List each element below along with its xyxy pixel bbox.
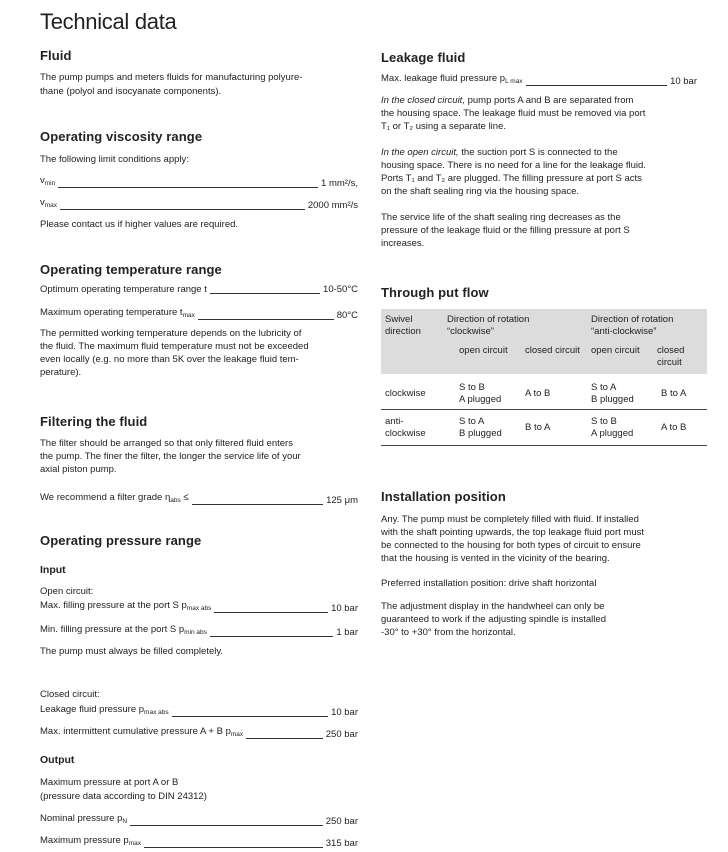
open-circuit-italic: In the open circuit,	[381, 147, 459, 158]
throughput-heading: Through put flow	[381, 285, 489, 300]
row-cw-open-2: A plugged	[459, 393, 502, 405]
cw-closed-circuit-header: closed circuit	[525, 345, 580, 356]
row-acw-open-1: S to A	[591, 382, 617, 393]
open-circuit-text-3: Ports T₁ and T₂ are plugged. The filling pressure at port S acts	[381, 173, 642, 184]
row-cw-open	[445, 410, 523, 446]
closed-circuit-text-1	[381, 95, 706, 108]
temp-optimum-row	[40, 284, 358, 296]
row-acw-open	[589, 410, 655, 446]
leak-label: Leakage fluid pressure p	[40, 704, 145, 715]
leak-value: 10 bar	[331, 707, 358, 718]
temp-text-1: The permitted working temperature depends on the lubricity of	[40, 328, 302, 339]
adjustment-text-3: -30° to +30° from the horizontal.	[381, 627, 516, 638]
filter-text-3: axial piston pump.	[40, 464, 117, 475]
vmin-sub: min	[44, 180, 56, 187]
acw-open-circuit-header: open circuit	[591, 345, 640, 356]
temp-max-label: Maximum operating temperature t	[40, 307, 183, 318]
temp-max-sub: max	[182, 312, 195, 319]
max-pressure-value: 315 bar	[325, 838, 358, 849]
filter-grade-row	[40, 492, 358, 507]
viscosity-min-row	[40, 175, 358, 190]
max-fill-label: Max. filling pressure at the port S p	[40, 600, 187, 611]
nominal-label: Nominal pressure p	[40, 813, 123, 824]
adjustment-text-1: The adjustment display in the handwheel can only be	[381, 601, 605, 612]
closed-circuit-label: Closed circuit:	[40, 689, 100, 700]
service-life-text-1: The service life of the shaft sealing ring decreases as the	[381, 212, 621, 223]
nominal-sub: N	[122, 818, 128, 825]
viscosity-max-row	[40, 197, 358, 212]
leakage-max-sub: L max	[505, 78, 523, 85]
filter-grade-sub: abs	[170, 497, 181, 504]
open-circuit-text-2: housing space. There is no need for a line for the leakage fluid.	[381, 160, 646, 171]
open-circuit-text-1	[381, 147, 706, 160]
filter-grade-label: We recommend a filter grade η	[40, 492, 171, 503]
viscosity-intro: The following limit conditions apply:	[40, 154, 189, 165]
viscosity-note: Please contact us if higher values are required.	[40, 219, 239, 230]
filter-grade-value: 125 μm	[326, 495, 358, 506]
installation-text-4: that the housing is vented in the vicinity of the bearing.	[381, 553, 610, 564]
installation-text-1: Any. The pump must be completely filled with fluid. If installed	[381, 514, 639, 525]
max-pressure-label: Maximum pressure p	[40, 835, 129, 846]
row-direction: anti-clockwise	[381, 410, 445, 446]
temp-text-2: the fluid. The maximum fluid temperature must not be exceeded	[40, 341, 309, 352]
vmax-value: 2000 mm²/s	[307, 200, 358, 211]
service-life-text-3: increases.	[381, 238, 425, 249]
din-note: (pressure data according to DIN 24312)	[40, 791, 207, 802]
preferred-position: Preferred installation position: drive shaft horizontal	[381, 578, 597, 589]
installation-heading: Installation position	[381, 489, 506, 504]
acw-header-line2: “anti-clockwise”	[591, 325, 657, 337]
leakage-max-label: Max. leakage fluid pressure p	[381, 73, 506, 84]
temp-text-3: even locally (e.g. no more than 5K over the leakage fluid tem-	[40, 354, 299, 365]
temp-max-value: 80°C	[336, 310, 358, 321]
min-fill-label: Min. filling pressure at the port S p	[40, 624, 185, 635]
min-fill-row	[40, 624, 358, 639]
temperature-heading: Operating temperature range	[40, 262, 222, 277]
closed-circuit-text-2: the housing space. The leakage fluid must be removed via port	[381, 108, 646, 119]
leakage-max-row	[381, 73, 697, 88]
page-title: Technical data	[40, 9, 177, 34]
throughput-table	[381, 309, 707, 446]
fluid-heading: Fluid	[40, 48, 72, 63]
row-cw-open	[445, 374, 523, 410]
row-cw-closed: A to B	[523, 374, 589, 410]
open-circuit-t1: the suction port S is connected to the	[458, 147, 618, 158]
open-circuit-text-4: on the shaft sealing ring via the housing space.	[381, 186, 580, 197]
min-fill-value: 1 bar	[336, 627, 358, 638]
row-cw-open-1: S to B	[459, 382, 485, 393]
open-circuit-label: Open circuit:	[40, 586, 94, 597]
row-direction: clockwise	[381, 374, 445, 410]
vmin-label: v	[40, 175, 45, 186]
pressure-heading: Operating pressure range	[40, 533, 202, 548]
row-cw-open-1: S to A	[459, 416, 485, 427]
row-acw-closed: B to A	[655, 374, 707, 410]
cw-header	[445, 309, 589, 337]
installation-text-3: be connected to the housing for both types of circuit to ensure	[381, 540, 641, 551]
closed-circuit-text-3: T₁ or T₂ using a separate line.	[381, 121, 507, 132]
temp-optimum-value: 10-50°C	[323, 284, 358, 295]
row-cw-closed: B to A	[523, 410, 589, 446]
nominal-row	[40, 813, 358, 828]
row-acw-open-2: B plugged	[591, 393, 634, 405]
leakage-max-value: 10 bar	[670, 76, 697, 87]
swivel-direction-header: Swivel direction	[385, 314, 421, 337]
row-cw-open-2: B plugged	[459, 427, 502, 439]
fill-note: The pump must always be filled completely.	[40, 646, 224, 657]
cumulative-value: 250 bar	[325, 729, 358, 740]
service-life-text-2: pressure of the leakage fluid or the filling pressure at port S	[381, 225, 630, 236]
leak-sub: max abs	[144, 709, 169, 716]
fluid-text-1: The pump pumps and meters fluids for manufacturing polyure-	[40, 72, 303, 83]
viscosity-heading: Operating viscosity range	[40, 129, 203, 144]
leakage-heading: Leakage fluid	[381, 50, 466, 65]
temp-optimum-label: Optimum operating temperature range t	[40, 284, 207, 295]
cumulative-sub: max	[230, 731, 244, 738]
pressure-input-heading: Input	[40, 564, 66, 576]
vmax-sub: max	[44, 202, 58, 209]
filtering-heading: Filtering the fluid	[40, 414, 148, 429]
table-row	[381, 374, 707, 410]
cw-header-line2: “clockwise”	[447, 325, 494, 337]
max-pressure-row	[40, 835, 358, 850]
row-acw-closed: A to B	[655, 410, 707, 446]
cumulative-label: Max. intermittent cumulative pressure A + B p	[40, 726, 231, 737]
max-fill-row	[40, 600, 358, 615]
vmin-value: 1 mm²/s,	[321, 178, 358, 189]
cw-header-line1: Direction of rotation	[447, 314, 530, 325]
min-fill-sub: min abs	[184, 629, 207, 636]
acw-header-line1: Direction of rotation	[591, 314, 674, 325]
filter-grade-symbol: ≤	[180, 492, 189, 503]
table-row	[381, 410, 707, 446]
row-acw-open-2: A plugged	[591, 427, 634, 439]
max-fill-value: 10 bar	[331, 603, 358, 614]
row-acw-open	[589, 374, 655, 410]
acw-closed-circuit-header: closed circuit	[657, 345, 685, 368]
nominal-value: 250 bar	[325, 816, 358, 827]
pressure-output-heading: Output	[40, 754, 75, 766]
fluid-text-2: thane (polyol and isocyanate components).	[40, 86, 222, 97]
filter-text-1: The filter should be arranged so that only filtered fluid enters	[40, 438, 293, 449]
temp-text-4: perature).	[40, 367, 82, 378]
max-fill-sub: max abs	[186, 605, 212, 612]
vmax-label: v	[40, 197, 45, 208]
cumulative-row	[40, 726, 358, 741]
temp-max-row	[40, 307, 358, 322]
closed-circuit-t1: pump ports A and B are separated from	[464, 95, 634, 106]
row-acw-open-1: S to B	[591, 416, 617, 427]
adjustment-text-2: guaranteed to work if the adjusting spindle is installed	[381, 614, 606, 625]
closed-circuit-italic: In the closed circuit,	[381, 95, 465, 106]
cw-open-circuit-header: open circuit	[459, 345, 508, 356]
installation-text-2: with the shaft pointing upwards, the top leakage fluid port must	[381, 527, 644, 538]
max-pressure-sub: max	[128, 840, 141, 847]
filter-text-2: the pump. The finer the filter, the longer the service life of your	[40, 451, 301, 462]
leak-row	[40, 704, 358, 719]
max-at-port-label: Maximum pressure at port A or B	[40, 777, 179, 788]
acw-header	[589, 309, 707, 337]
